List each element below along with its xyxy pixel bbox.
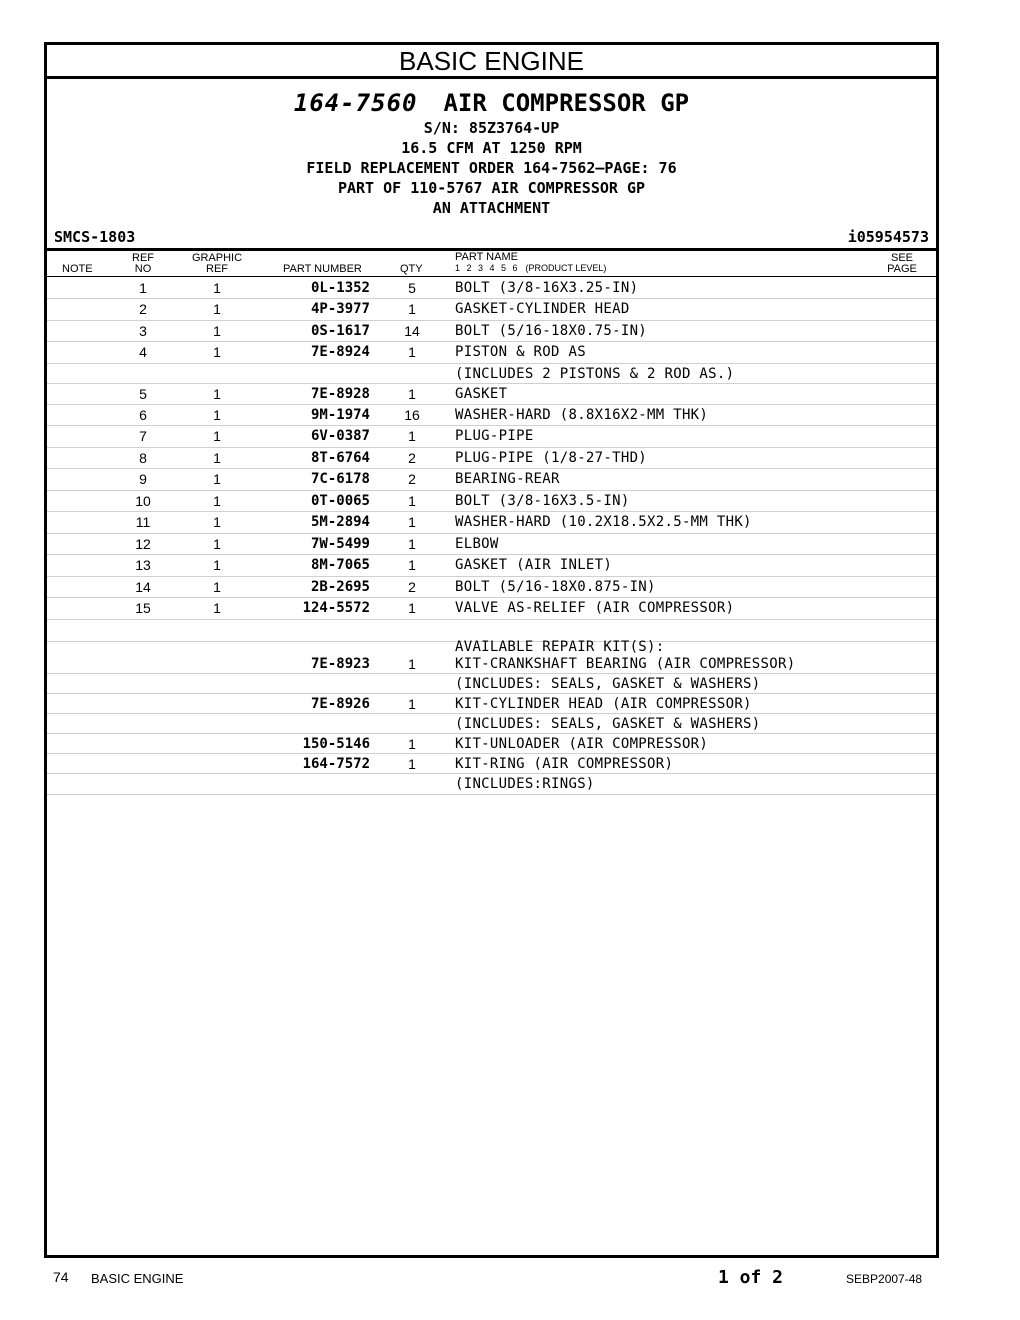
product-levels <box>455 263 606 273</box>
table-row <box>47 404 936 426</box>
ref-no-cell: 10 <box>135 493 151 509</box>
ref-no-cell: 3 <box>139 323 147 339</box>
qty-cell: 1 <box>408 600 416 616</box>
qty-cell: 1 <box>408 344 416 360</box>
graphic-ref-cell: 1 <box>213 323 221 339</box>
part-name-cell: BOLT (3/8-16X3.25-IN) <box>455 280 639 296</box>
table-row <box>47 320 936 342</box>
part-name-cell: (INCLUDES:RINGS) <box>455 776 595 792</box>
qty-cell: 2 <box>408 579 416 595</box>
product-level-label: (PRODUCT LEVEL) <box>525 263 607 273</box>
table-row <box>47 713 936 734</box>
graphic-ref-cell: 1 <box>213 344 221 360</box>
qty-cell: 1 <box>408 386 416 402</box>
table-row <box>47 773 936 795</box>
serial-number-line: S/N: 85Z3764-UP <box>423 119 560 137</box>
table-row <box>47 341 936 364</box>
col-graphic-ref-line2: REF <box>206 263 228 275</box>
ref-no-cell: 4 <box>139 344 147 360</box>
footer-section-name: BASIC ENGINE <box>91 1271 184 1286</box>
col-see-page <box>885 253 919 275</box>
table-row <box>47 597 936 620</box>
section-title: BASIC ENGINE <box>47 45 936 79</box>
part-number-cell: 8T-6764 <box>310 450 370 466</box>
table-row <box>47 490 936 512</box>
ref-no-cell: 6 <box>139 407 147 423</box>
part-number-cell: 0L-1352 <box>310 280 370 296</box>
qty-cell: 1 <box>408 536 416 552</box>
col-part-number: PART NUMBER <box>283 263 362 275</box>
footer-doc-id: SEBP2007-48 <box>846 1272 923 1286</box>
smcs-code: SMCS-1803 <box>54 228 136 246</box>
part-number-cell: 4P-3977 <box>310 301 370 317</box>
table-row <box>47 693 936 714</box>
graphic-ref-cell: 1 <box>213 600 221 616</box>
part-name-cell: PLUG-PIPE <box>455 428 534 444</box>
part-name-cell: GASKET (AIR INLET) <box>455 557 613 573</box>
qty-cell: 1 <box>408 736 416 752</box>
qty-cell: 1 <box>408 557 416 573</box>
qty-cell: 1 <box>408 756 416 772</box>
col-ref-no-line2: NO <box>134 263 152 275</box>
part-name-cell: GASKET-CYLINDER HEAD <box>455 301 630 317</box>
table-row <box>47 533 936 555</box>
part-number-cell: 6V-0387 <box>310 428 370 444</box>
document-identifier: i05954573 <box>847 228 929 246</box>
part-number-cell: 7C-6178 <box>310 471 370 487</box>
part-name-cell: KIT-RING (AIR COMPRESSOR) <box>455 756 674 772</box>
part-of-line: PART OF 110-5767 AIR COMPRESSOR GP <box>337 179 646 197</box>
qty-cell: 1 <box>408 696 416 712</box>
group-part-number: 164-7560 <box>293 89 418 117</box>
ref-no-cell: 8 <box>139 450 147 466</box>
part-name-cell: WASHER-HARD (10.2X18.5X2.5-MM THK) <box>455 514 752 530</box>
part-number-cell: 7E-8928 <box>310 386 370 402</box>
qty-cell: 14 <box>404 323 420 339</box>
col-see-page-line1: SEE <box>890 252 913 264</box>
qty-cell: 2 <box>408 450 416 466</box>
qty-cell: 1 <box>408 301 416 317</box>
qty-cell: 1 <box>408 656 416 672</box>
part-name-cell: PISTON & ROD AS <box>455 344 586 360</box>
qty-cell: 1 <box>408 514 416 530</box>
part-name-cell: ELBOW <box>455 536 499 552</box>
part-number-cell: 7W-5499 <box>310 536 370 552</box>
part-number-cell: 5M-2894 <box>310 514 370 530</box>
part-number-cell: 164-7572 <box>302 756 370 772</box>
part-name-cell: (INCLUDES: SEALS, GASKET & WASHERS) <box>455 676 761 692</box>
part-name-cell: AVAILABLE REPAIR KIT(S): <box>455 639 665 655</box>
part-name-cell: GASKET <box>455 386 508 402</box>
part-name-cell: KIT-CRANKSHAFT BEARING (AIR COMPRESSOR) <box>455 656 796 672</box>
col-note: NOTE <box>62 263 93 275</box>
col-graphic-ref <box>191 253 243 275</box>
part-name-cell: BOLT (5/16-18X0.875-IN) <box>455 579 656 595</box>
table-row <box>47 733 936 754</box>
table-row <box>47 673 936 694</box>
table-row <box>47 554 936 577</box>
table-row <box>47 641 936 653</box>
page-frame <box>44 42 939 1258</box>
ref-no-cell: 5 <box>139 386 147 402</box>
part-name-cell: KIT-UNLOADER (AIR COMPRESSOR) <box>455 736 709 752</box>
part-number-cell: 0S-1617 <box>310 323 370 339</box>
table-row <box>47 576 936 598</box>
ref-no-cell: 13 <box>135 557 151 573</box>
graphic-ref-cell: 1 <box>213 557 221 573</box>
part-number-cell: 7E-8924 <box>310 344 370 360</box>
part-name-cell: VALVE AS-RELIEF (AIR COMPRESSOR) <box>455 600 735 616</box>
table-row <box>47 383 936 405</box>
ref-no-cell: 9 <box>139 471 147 487</box>
group-name: AIR COMPRESSOR GP <box>443 89 690 117</box>
attachment-line: AN ATTACHMENT <box>432 199 551 217</box>
part-number-cell: 7E-8923 <box>310 656 370 672</box>
part-name-cell: (INCLUDES: SEALS, GASKET & WASHERS) <box>455 716 761 732</box>
part-number-cell: 9M-1974 <box>310 407 370 423</box>
ref-no-cell: 2 <box>139 301 147 317</box>
part-name-cell: BEARING-REAR <box>455 471 560 487</box>
table-row <box>47 363 936 384</box>
table-row <box>47 277 936 299</box>
capacity-line: 16.5 CFM AT 1250 RPM <box>401 139 582 157</box>
footer-page-number: 74 <box>53 1269 69 1285</box>
group-title <box>47 89 936 117</box>
field-replacement-line: FIELD REPLACEMENT ORDER 164-7562—PAGE: 76 <box>306 159 677 177</box>
graphic-ref-cell: 1 <box>213 493 221 509</box>
ref-no-cell: 12 <box>135 536 151 552</box>
graphic-ref-cell: 1 <box>213 386 221 402</box>
part-number-cell: 2B-2695 <box>310 579 370 595</box>
col-see-page-line2: PAGE <box>887 263 917 275</box>
qty-cell: 2 <box>408 471 416 487</box>
product-level-numbers: 1 2 3 4 5 6 <box>455 263 518 273</box>
ref-no-cell: 14 <box>135 579 151 595</box>
col-ref-no <box>131 253 155 275</box>
graphic-ref-cell: 1 <box>213 579 221 595</box>
part-number-cell: 124-5572 <box>302 600 370 616</box>
graphic-ref-cell: 1 <box>213 280 221 296</box>
ref-no-cell: 1 <box>139 280 147 296</box>
part-number-cell: 150-5146 <box>302 736 370 752</box>
ref-no-cell: 7 <box>139 428 147 444</box>
part-name-cell: (INCLUDES 2 PISTONS & 2 ROD AS.) <box>455 366 735 382</box>
graphic-ref-cell: 1 <box>213 471 221 487</box>
part-name-cell: PLUG-PIPE (1/8-27-THD) <box>455 450 648 466</box>
footer-sheet: 1 of 2 <box>718 1267 784 1288</box>
table-row <box>47 298 936 321</box>
col-graphic-ref-line1: GRAPHIC <box>191 252 243 264</box>
graphic-ref-cell: 1 <box>213 428 221 444</box>
col-ref-no-line1: REF <box>132 252 154 264</box>
part-number-cell: 8M-7065 <box>310 557 370 573</box>
graphic-ref-cell: 1 <box>213 514 221 530</box>
part-number-cell: 0T-0065 <box>310 493 370 509</box>
table-row <box>47 425 936 448</box>
qty-cell: 16 <box>404 407 420 423</box>
graphic-ref-cell: 1 <box>213 407 221 423</box>
qty-cell: 5 <box>408 280 416 296</box>
graphic-ref-cell: 1 <box>213 450 221 466</box>
qty-cell: 1 <box>408 493 416 509</box>
table-row <box>47 447 936 469</box>
graphic-ref-cell: 1 <box>213 536 221 552</box>
part-name-cell: KIT-CYLINDER HEAD (AIR COMPRESSOR) <box>455 696 752 712</box>
part-name-cell: BOLT (5/16-18X0.75-IN) <box>455 323 648 339</box>
table-row <box>47 753 936 774</box>
ref-no-cell: 11 <box>135 514 151 530</box>
col-part-name: PART NAME <box>455 251 518 263</box>
col-qty: QTY <box>400 263 423 275</box>
part-name-cell: WASHER-HARD (8.8X16X2-MM THK) <box>455 407 709 423</box>
part-number-cell: 7E-8926 <box>310 696 370 712</box>
qty-cell: 1 <box>408 428 416 444</box>
part-name-cell: BOLT (3/8-16X3.5-IN) <box>455 493 630 509</box>
table-row <box>47 468 936 491</box>
table-row <box>47 653 936 674</box>
graphic-ref-cell: 1 <box>213 301 221 317</box>
table-row <box>47 511 936 534</box>
ref-no-cell: 15 <box>135 600 151 616</box>
